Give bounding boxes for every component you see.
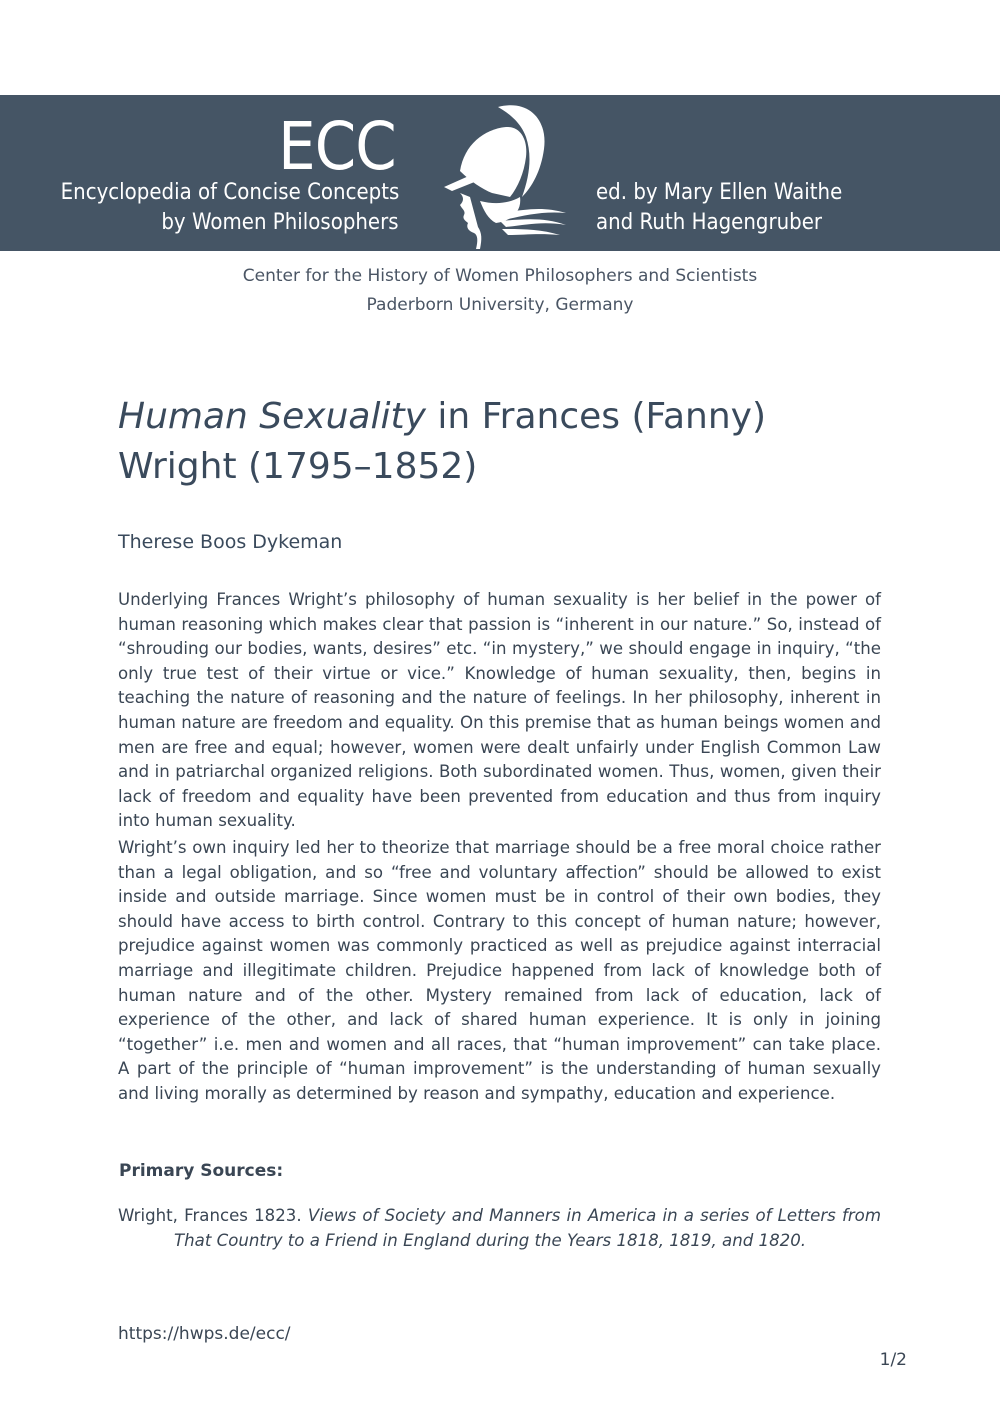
editors-line1: ed. by Mary Ellen Waithe	[596, 180, 843, 205]
source-author-year: Wright, Frances 1823.	[118, 1206, 308, 1225]
body-paragraph-2: Wright’s own inquiry led her to theorize that marriage should be a free moral choice rather than a legal obligation, and so “free and voluntary affection” should be allowed to exist inside and outside marriage. Since women must be in control of their own bodies, they should have access to birth control. Contrary to this concept of human nature; however, prejudice against women was commonly practiced as well as prejudice against interracial marriage and illegitimate children. Prejudice happened from lack of knowledge both of human nature and of the other. Mystery remained from lack of education, lack of experience of the other, and lack of shared human experience. It is only in joining “together” i.e. men and women and all races, that “human improvement” can take place. A part of the principle of “human improvement” is the understanding of human sexually and living morally as determined by reason and sympathy, education and experience.	[118, 838, 881, 1103]
institution-location: Paderborn University, Germany	[366, 295, 634, 315]
article-title-italic: Human Sexuality	[118, 396, 426, 437]
article-title-rest: in Frances (Fanny) Wright (1795–1852)	[118, 396, 766, 487]
editors-line2: and Ruth Hagengruber	[596, 210, 823, 235]
header-banner	[0, 95, 1000, 251]
article-title	[118, 392, 888, 492]
encyclopedia-title-line2: by Women Philosophers	[161, 210, 399, 235]
footer-url[interactable]: https://hwps.de/ecc/	[118, 1324, 291, 1344]
page-number: 1/2	[879, 1350, 907, 1370]
institution-name: Center for the History of Women Philosophers and Scientists	[242, 266, 758, 286]
ecc-logo-text: ECC	[278, 108, 396, 185]
source-title: Views of Society and Manners in America in a series of Letters from That Country to a Friend in England during the Years 1818, 1819, and 1820.	[174, 1206, 881, 1250]
athena-helmet-icon	[440, 101, 570, 249]
article-author: Therese Boos Dykeman	[118, 531, 343, 553]
encyclopedia-title-line1: Encyclopedia of Concise Concepts	[60, 180, 399, 205]
body-paragraph-1: Underlying Frances Wright’s philosophy of human sexuality is her belief in the power of human reasoning which makes clear that passion is “inherent in our nature.” So, instead of “shrouding our bodies, wants, desires” etc. “in mystery,” we should engage in inquiry, “the only true test of their virtue or vice.” Knowledge of human sexuality, then, begins in teaching the nature of reasoning and the nature of feelings. In her philosophy, inherent in human nature are freedom and equality. On this premise that as human beings women and men are free and equal; however, women were dealt unfairly under English Common Law and in patriarchal organized religions. Both subordinated women. Thus, women, given their lack of freedom and equality have been prevented from education and thus from inquiry into human sexuality.	[118, 590, 881, 831]
primary-sources-heading: Primary Sources:	[119, 1161, 284, 1181]
primary-source-entry	[118, 1204, 881, 1253]
